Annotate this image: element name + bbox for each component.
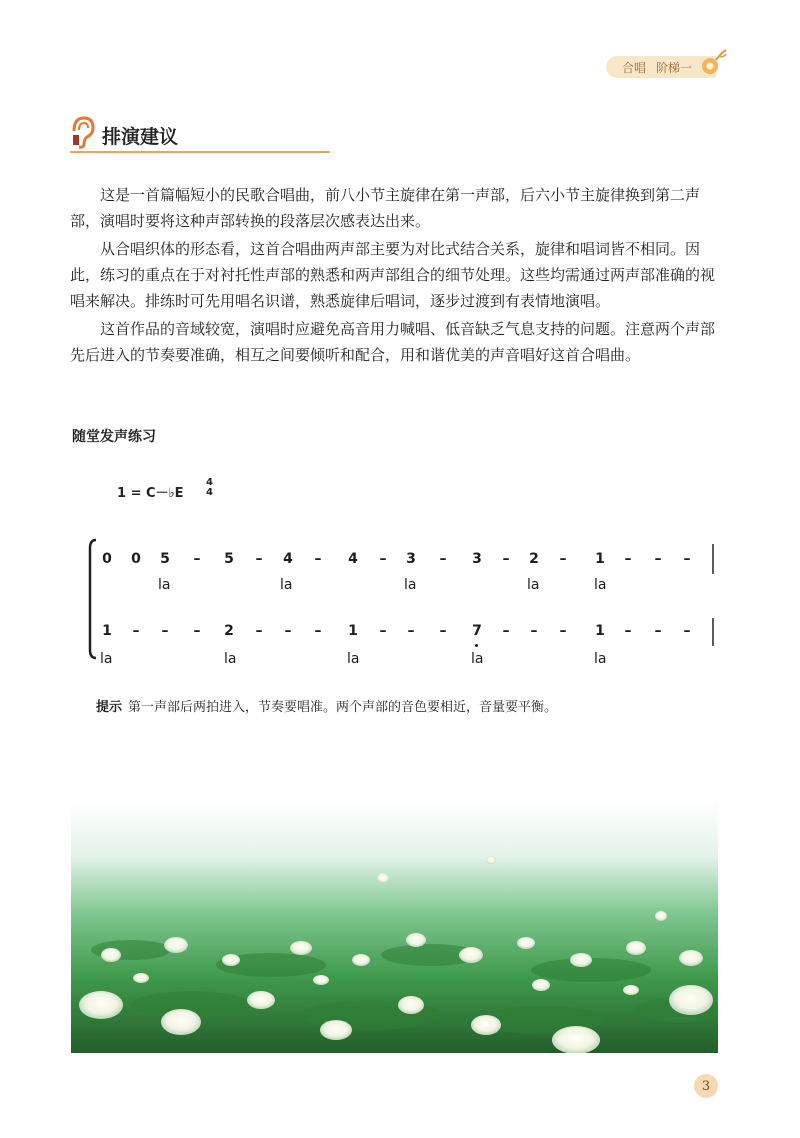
header-section-label: 合唱	[622, 60, 647, 75]
v1-note: –	[439, 551, 447, 567]
flower-field-photo	[71, 800, 718, 1053]
v1-lyric: la	[158, 577, 171, 593]
v1-note: –	[654, 551, 662, 567]
v1-note: 3	[406, 551, 416, 567]
v1-note: 4	[283, 551, 293, 567]
v1-note: –	[683, 551, 691, 567]
v2-note: –	[193, 623, 201, 639]
tip-text: 第一声部后两拍进入，节奏要唱准。两个声部的音色要相近，音量要平衡。	[128, 700, 558, 715]
tip-label: 提示	[96, 700, 123, 715]
v2-note: 1	[348, 623, 358, 639]
v1-note: 1	[595, 551, 605, 567]
v2-note: –	[284, 623, 292, 639]
time-signature-top: 4	[206, 477, 213, 488]
low-octave-dot	[475, 644, 478, 647]
v1-note: –	[255, 551, 263, 567]
section-title-text: 排演建议	[102, 125, 179, 148]
v1-note: 5	[224, 551, 234, 567]
v1-note: –	[502, 551, 510, 567]
v2-lyric: la	[224, 651, 237, 667]
v2-lyric: la	[347, 651, 360, 667]
paragraph-3: 这首作品的音域较宽，演唱时应避免高音用力喊唱、低音缺乏气息支持的问题。注意两个声部先后进入的节奏要准确，相互之间要倾听和配合，用和谐优美的声音唱好这首合唱曲。	[70, 320, 716, 364]
ear-icon	[70, 115, 96, 149]
v1-note: 0	[102, 551, 112, 567]
v1-note: –	[624, 551, 632, 567]
section-title	[70, 112, 178, 152]
system-bracket	[90, 540, 96, 658]
v1-note: –	[314, 551, 322, 567]
v2-note: 1	[102, 623, 112, 639]
v2-note: –	[255, 623, 263, 639]
time-signature-bottom: 4	[206, 487, 213, 498]
v1-note: –	[559, 551, 567, 567]
key-signature: 1 = C－♭E	[117, 486, 184, 501]
v2-note: 1	[595, 623, 605, 639]
v2-note: –	[161, 623, 169, 639]
tip	[96, 696, 557, 715]
v2-note: –	[439, 623, 447, 639]
v2-lyric: la	[471, 651, 484, 667]
exercise-heading: 随堂发声练习	[72, 429, 156, 445]
v2-note: –	[132, 623, 140, 639]
v1-note: 5	[160, 551, 170, 567]
v1-lyric: la	[594, 577, 607, 593]
v1-note: 3	[472, 551, 482, 567]
v2-note: –	[314, 623, 322, 639]
time-signature	[206, 478, 213, 498]
v2-note: 2	[224, 623, 234, 639]
page-number: 3	[694, 1074, 718, 1098]
v1-note: 4	[348, 551, 358, 567]
v2-note: –	[379, 623, 387, 639]
v2-note: –	[407, 623, 415, 639]
v1-note: 0	[131, 551, 141, 567]
v1-lyric: la	[404, 577, 417, 593]
header-unit-label: 阶梯一	[656, 60, 693, 75]
title-underline	[70, 151, 330, 153]
v2-note: –	[530, 623, 538, 639]
v1-lyric: la	[280, 577, 293, 593]
v2-note: –	[654, 623, 662, 639]
v1-note: 2	[529, 551, 539, 567]
v1-note: –	[379, 551, 387, 567]
v2-note: –	[559, 623, 567, 639]
v2-lyric: la	[594, 651, 607, 667]
v2-note: 7	[472, 623, 482, 639]
flower-icon	[698, 48, 728, 78]
paragraph-1: 这是一首篇幅短小的民歌合唱曲，前八小节主旋律在第一声部，后六小节主旋律换到第二声部，演唱时要将这种声部转换的段落层次感表达出来。	[70, 186, 701, 230]
v1-note: –	[193, 551, 201, 567]
paragraph-2: 从合唱织体的形态看，这首合唱曲两声部主要为对比式结合关系，旋律和唱词皆不相同。因此，练习的重点在于对衬托性声部的熟悉和两声部组合的细节处理。这些均需通过两声部准确的视唱来解决。排练时可先用唱名识谱，熟悉旋律后唱词，逐步过渡到有表情地演唱。	[70, 240, 716, 310]
v1-lyric: la	[527, 577, 540, 593]
v2-note: –	[502, 623, 510, 639]
v2-note: –	[624, 623, 632, 639]
v2-note: –	[683, 623, 691, 639]
v2-lyric: la	[100, 651, 113, 667]
